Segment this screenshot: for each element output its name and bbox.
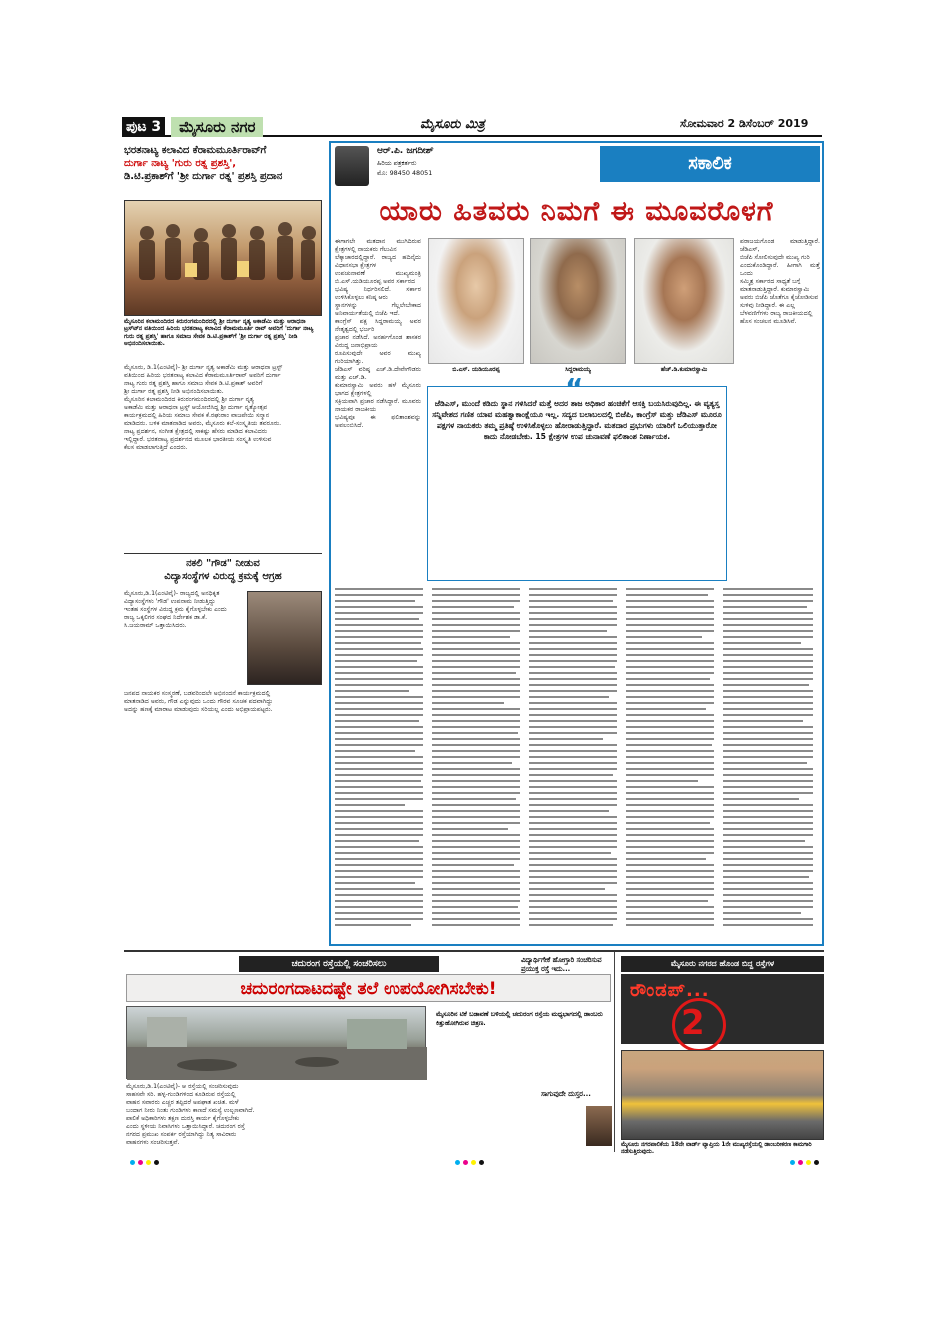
article-line: ನಾಟ್ಯ ಗುರು ರತ್ನ ಪ್ರಶಸ್ತಿ ಹಾಗೂ ಸಮಾಜ ಸೇವಕ ಡಿ.ಟಿ.ಪ್ರಕಾಶ್ ಅವರಿಗೆ (124, 380, 263, 387)
article-line: ಕಾಂಗ್ರೆಸ್ ಪಕ್ಷ ಸಿದ್ದರಾಮಯ್ಯ ಅವರ ನೇತೃತ್ವದಲ್ಲಿ ಭರ್ಜರಿ (335, 318, 421, 333)
article-line: ರಾಜ್ಯ ಒಕ್ಕಲಿಗರ ಸಂಘದ ನಿರ್ದೇಶಕ ಡಾ.ಕೆ. (124, 614, 208, 621)
yeddyurappa-photo (428, 238, 524, 364)
roundup-caption: ಮೈಸೂರು ನಗರಪಾಲಿಕೆಯ 18ನೇ ವಾರ್ಡ್ ವ್ಯಾಪ್ತಿಯ 1ನೇ ಮುಖ್ಯರಸ್ತೆಯಲ್ಲಿ ಡಾಂಬರೀಕರಣ ಕಾಮಗಾರಿ ನಡೆಸುತ್ತಿರುವುದು. (621, 1142, 812, 1155)
article-line: ಸುಳಿವು ನೀಡಿದ್ದಾರೆ. ಈ ಎಲ್ಲ (740, 302, 796, 309)
article-line: ವತಿಯಿಂದ ಹಿರಿಯ ಭರತನಾಟ್ಯ ಕಲಾವಿದ ಕೆರಾಮಮೂರ್ತಿರಾವ್ ಅವರಿಗೆ ದುರ್ಗಾ (124, 372, 281, 379)
yellow-dot (146, 1160, 151, 1165)
article-line: ಮಾಡಿದರು. ಬಳಿಕ ಮಾತನಾಡಿದ ಅವರು, ಮೈಸೂರು ಕಲೆ-ಸಂಸ್ಕೃತಿಯ ತವರೂರು. (124, 420, 282, 427)
article-line: ಜನಪದ ನಾಯಕರ ಸಂಸ್ಮರಣೆ, ಬಡವರಿಂದಲೇ ಅಭಿನಂದನೆ ಕಾರ್ಯಕ್ರಮದಲ್ಲಿ (124, 690, 271, 697)
article-line: ಸಿ.ಜಯರಾಮ್ ಒತ್ತಾಯಿಸಿದರು. (124, 622, 187, 629)
pull-quote-text: ಜೆಡಿಎಸ್, ಮುಂದೆ ಕಡಿದು ಸ್ಥಾನ ಗಳಿಸಿದರೆ ಮತ್ತೆ ಅದರ ತಾಜ ಅಧಿಕಾರ ಹಂಚಿಕೆಗೆ ಆಸಕ್ತಿ ಬಯಸಿರುವುದಿಲ್ಲ. ಈ ವ್ಯತ್ಯಸ್ತ ಸನ್ನಿವೇಶದ ಗಣಿತ ಯಾವ ಮಹತ್ವಾಕಾಂಕ್ಷೆಯೂ ಇಲ್ಲ. ಸದ್ಯದ ಬಲಾಬಲದಲ್ಲಿ ಬಿಜೆಪಿ, ಕಾಂಗ್ರೆಸ್ ಮತ್ತು ಜೆಡಿಎಸ್ ಮೂರೂ ಪಕ್ಷಗಳ ನಾಯಕರು ತಮ್ಮ ಪ್ರತಿಷ್ಠೆ ಉಳಿಸಿಕೊಳ್ಳಲು ಹೋರಾಡುತ್ತಿದ್ದಾರೆ. ಮತದಾರ ಪ್ರಭುಗಳು ಯಾರಿಗೆ ಒಲಿಯುತ್ತಾರೋ ಕಾದು ನೋಡಬೇಕು. 15 ಕ್ಷೇತ್ರಗಳ ಉಪ ಚುನಾವಣೆ ಫಲಿತಾಂಶ ನಿರ್ಣಾಯಕ. (432, 399, 722, 441)
page-number: ಪುಟ 3 (122, 117, 165, 137)
article-line: ಎಂದುಕೊಂಡಿದ್ದಾರೆ. ಹೀಗಾಗಿ ಮತ್ತೆ ಒಂದು (740, 262, 820, 277)
black-dot (154, 1160, 159, 1165)
section-divider (124, 553, 322, 554)
article-line: ಅವರು ಬಿಜೆಪಿ ಜೊತೆಗೂ ಕೈಜೋಡಿಸುವ (740, 294, 819, 301)
article-line: ಕೆಲಸ ಮಾಡಲಾಗುತ್ತಿದೆ ಎಂದರು. (124, 444, 188, 451)
article-line: ವಿದ್ಯಾಸಂಸ್ಥೆಗಳು 'ಗೌಡ' ಉಪನಾಮ ನೀಡುತ್ತಿದ್ದು (124, 598, 216, 605)
article-line: ನಗರದ ಪ್ರಮುಖ ಸಂಪರ್ಕ ರಸ್ತೆಯಾಗಿದ್ದು ನಿತ್ಯ ಸಾವಿರಾರು (126, 1131, 237, 1138)
road-scene (127, 1007, 427, 1080)
article-line: ಭವಿಷ್ಯ ನಿರ್ಧರಿಸಲಿದೆ. ಸರ್ಕಾರ ಉಳಿಸಿಕೊಳ್ಳಲು ಕನಿಷ್ಠ ಆರು (335, 286, 421, 301)
article-line: ಬಿಜೆಪಿ ಸೋಲಿಸುವುದೇ ಮುಖ್ಯ ಗುರಿ (740, 254, 810, 261)
article-line: ನಾಟ್ಯ ಪ್ರದರ್ಶನ, ಸಂಗೀತ ಕ್ಷೇತ್ರದಲ್ಲಿ ಸಾಕಷ್ಟು ಹೆಸರು ಮಾಡಿದ ಕಲಾವಿದರು (124, 428, 268, 435)
kumaraswamy-photo (634, 238, 734, 364)
article-line: ಮೈಸೂರು, ಡಿ.1(ಎಂಟಿವೈ)- ಶ್ರೀ ದುರ್ಗಾ ನೃತ್ಯ ಅಕಾಡೆಮಿ ಮತ್ತು ಆರಾಧನಾ ಟ್ರಸ್ಟ್ (124, 364, 283, 371)
text-columns-texture (335, 586, 817, 940)
article-line: ಸ್ಥಾನಗಳನ್ನು ಗೆಲ್ಲಲೇಬೇಕಾದ ಅನಿವಾರ್ಯತೆಯಲ್ಲಿ ಬಿಜೆಪಿ ಇದೆ. (335, 302, 421, 317)
article-line: ಪಾಲಿಕೆ ಅಧಿಕಾರಿಗಳು ತಕ್ಷಣ ದುರಸ್ತಿ ಕಾರ್ಯ ಕೈಗೊಳ್ಳಬೇಕು (126, 1115, 240, 1122)
color-registration-marks (130, 1160, 159, 1165)
article-line: ವಾಹನ ಸವಾರರು ಎಚ್ಚರ ತಪ್ಪಿದರೆ ಅಪಘಾತ ಖಚಿತ. ಮಳೆ (126, 1099, 239, 1106)
sakalika-headline: ಯಾರು ಹಿತವರು ನಿಮಗೆ ಈ ಮೂವರೊಳಗೆ (379, 196, 774, 227)
cyan-dot (130, 1160, 135, 1165)
cyan-dot (455, 1160, 460, 1165)
student-road-headline: ವಿದ್ಯಾರ್ಥಿಗೇಕೆ ಹೋಗ್ತಾರಿ ಸಂಚರಿಸುವ ಪ್ರಯುಕ್ತ ರಸ್ತೆ ಇದು... (521, 956, 602, 973)
siddaramaiah-photo (530, 238, 626, 364)
author-photo (335, 146, 369, 186)
article-line: ರೂಪಿಸುವುದೇ ಅವರ ಮುಖ್ಯ ಗುರಿಯಾಗಿತ್ತು. (335, 350, 421, 365)
siddaramaiah-caption: ಸಿದ್ದರಾಮಯ್ಯ (565, 366, 591, 373)
author-name: ಆರ್.ಪಿ. ಜಗದೀಶ್ (377, 146, 434, 156)
article-line: ಬಂದಾಗ ನೀರು ನಿಂತು ಗುಂಡಿಗಳು ಕಾಣದೆ ಸಮಸ್ಯೆ ಉಲ್ಬಣವಾಗಿದೆ. (126, 1107, 255, 1114)
paper-name: ಮೈಸೂರು ಮಿತ್ರ (420, 117, 485, 132)
chess-road-headline: ಚದುರಂಗದಾಟದಷ್ಟೇ ತಲೆ ಉಪಯೋಗಿಸಬೇಕು! (126, 974, 611, 1002)
gowda-headline-line1: ನಕಲಿ "ಗೌಡ" ನೀಡುವ (186, 558, 260, 569)
article-line: ಮಾತನಾಡಿದ ಅವರು, ಗೌಡ ಎನ್ನುವುದು ಒಂದು ಗೌರವ ಸೂಚಕ ಪದವಾಗಿದ್ದು (124, 698, 273, 705)
article-line: ಸಾಹಸವೇ ಸರಿ. ಹಳ್ಳ-ಗುಂಡಿಗಳಿಂದ ಕೂಡಿರುವ ರಸ್ತೆಯಲ್ಲಿ (126, 1091, 236, 1098)
roundup-tag: ಮೈಸೂರು ನಗರದ ಹೊಂಡ ಬಿದ್ದ ರಸ್ತೆಗಳ (621, 956, 824, 972)
left-headline (124, 144, 322, 183)
article-line: ಕಾರ್ಯಕ್ರಮದಲ್ಲಿ ಹಿರಿಯ ಸಮಾಜ ಸೇವಕ ಕೆ.ರಘುರಾಂ ವಾಜಪೇಯಿ ಸನ್ಮಾನ (124, 412, 270, 419)
article-line: ಸಕ್ರಿಯವಾಗಿ ಪ್ರಚಾರ ನಡೆಸಿದ್ದಾರೆ. ಮೂವರು ನಾಯಕರ ರಾಜಕೀಯ (335, 398, 421, 413)
article-line: ಉಪಚುನಾವಣೆ ಮುಖ್ಯಮಂತ್ರಿ ಬಿ.ಎಸ್.ಯಡಿಯೂರಪ್ಪ ಅವರ ಸರ್ಕಾರದ (335, 270, 421, 285)
author-role: ಹಿರಿಯ ಪತ್ರಕರ್ತರು (377, 159, 417, 167)
black-dot (814, 1160, 819, 1165)
roundup-number: 2 (681, 1003, 705, 1043)
article-line: ಶ್ರೀ ದುರ್ಗಾ ರತ್ನ ಪ್ರಶಸ್ತಿ ನೀಡಿ ಅಭಿನಂದಿಸಲಾಯಿತು. (124, 388, 224, 395)
article-line: ಇಲ್ಲಿದ್ದಾರೆ. ಭರತನಾಟ್ಯ ಪ್ರದರ್ಶನದ ಮೂಲಕ ಭಾರತೀಯ ಸಂಸ್ಕೃತಿ ಉಳಿಸುವ (124, 436, 272, 443)
award-article-body (124, 364, 322, 538)
page-header (122, 117, 263, 137)
resident-photo (586, 1106, 612, 1146)
gowda-headline-line2: ವಿದ್ಯಾಸಂಸ್ಥೆಗಳ ವಿರುದ್ಧ ಕ್ರಮಕ್ಕೆ ಆಗ್ರಹ (164, 571, 282, 582)
sakalika-side-text (740, 238, 820, 384)
sakalika-tag: ಸಕಾಲಿಕ (600, 146, 820, 182)
article-line: ಅಕಾಡೆಮಿ ಮತ್ತು ಆರಾಧನಾ ಟ್ರಸ್ಟ್ ಆಯೋಜಿಸಿದ್ದ ಶ್ರೀ ದುರ್ಗಾ ನೃತ್ಯೋತ್ಸವ (124, 404, 268, 411)
article-line: ಪರಾಜಯಗೊಂಡ ಮಾಡುತ್ತಿದ್ದಾರೆ. ಜೆಡಿಎಸ್, (740, 238, 820, 253)
damaged-road-photo (126, 1006, 426, 1079)
yellow-dot (806, 1160, 811, 1165)
article-line: ವಾಹನಗಳು ಸಂಚರಿಸುತ್ತವೆ. (126, 1139, 180, 1146)
article-line: ಬೆಳವಣಿಗೆಗಳು ರಾಜ್ಯ ರಾಜಕೀಯದಲ್ಲಿ (740, 310, 813, 317)
award-photo-caption: ಮೈಸೂರಿನ ಕಲಾಮಂದಿರದ ಕಿರುರಂಗಮಂದಿರದಲ್ಲಿ ಶ್ರೀ ದುರ್ಗಾ ನೃತ್ಯ ಅಕಾಡೆಮಿ ಮತ್ತು ಆರಾಧನಾ ಟ್ರಸ್ಟ್‍ನ ವತಿಯಿಂದ ಹಿರಿಯ ಭರತನಾಟ್ಯ ಕಲಾವಿದ ಕೆರಾಮಮೂರ್ತಿ ರಾವ್ ಅವರಿಗೆ 'ದುರ್ಗಾ ನಾಟ್ಯ ಗುರು ರತ್ನ ಪ್ರಶಸ್ತಿ' ಹಾಗೂ ಸಮಾಜ ಸೇವಕ ಡಿ.ಟಿ.ಪ್ರಕಾಶ್‍ಗೆ 'ಶ್ರೀ ದುರ್ಗಾ ರತ್ನ ಪ್ರಶಸ್ತಿ' ನೀಡಿ ಅಭಿನಂದಿಸಲಾಯಿತು. (124, 318, 314, 348)
yellow-dot (471, 1160, 476, 1165)
page-section-title: ಮೈಸೂರು ನಗರ (171, 117, 263, 137)
article-line: ಮಾತನಾಡುತ್ತಿದ್ದಾರೆ. ಕುಮಾರಸ್ವಾಮಿ (740, 286, 810, 293)
award-ceremony-photo (124, 200, 322, 316)
quote-mark-icon: “ (565, 372, 584, 405)
yeddyurappa-caption: ಬಿ.ಎಸ್. ಯಡಿಯೂರಪ್ಪ (452, 366, 500, 373)
roundup-title: ರೌಂಡಪ್... (630, 980, 710, 1001)
road-photo-callout: ಮೈಸೂರಿನ ಟಿಕೆ ಬಡಾವಣೆ ಬಳಿಯಲ್ಲಿ ಚದುರಂಗ ರಸ್ತೆಯ ಮಧ್ಯಭಾಗದಲ್ಲಿ ಡಾಂಬರು ಕಿತ್ತುಹೋಗಿರುವ ಚಿತ್ರಣ. (436, 1010, 603, 1027)
color-registration-marks (790, 1160, 819, 1165)
chess-road-tag: ಚದುರಂಗ ರಸ್ತೆಯಲ್ಲಿ ಸಂಚರಿಸಲು (239, 956, 439, 972)
article-line: ಹೊಸ ಸಂಚಲನ ಮೂಡಿಸಿವೆ. (740, 318, 797, 325)
article-line: ಪ್ರಚಾರ ನಡೆಸಿದೆ. ಅನರ್ಹಗೊಂಡ ಶಾಸಕರ ವಿರುದ್ಧ ಜನಾಭಿಪ್ರಾಯ (335, 334, 421, 349)
article-line: ಕುಮಾರಸ್ವಾಮಿ ಅವರು ಹಳೆ ಮೈಸೂರು ಭಾಗದ ಕ್ಷೇತ್ರಗಳಲ್ಲಿ (335, 382, 421, 397)
difficult-travel-subhead: ಸಾಗುವುದೇ ದುಸ್ತರ... (541, 1090, 591, 1098)
left-headline-line3: ಡಿ.ಟಿ.ಪ್ರಕಾಶ್‍ಗೆ 'ಶ್ರೀ ದುರ್ಗಾ ರತ್ನ' ಪ್ರಶಸ್ತಿ ಪ್ರದಾನ (124, 171, 283, 182)
black-dot (479, 1160, 484, 1165)
sakalika-intro-text (335, 238, 421, 429)
issue-date: ಸೋಮವಾರ 2 ಡಿಸೆಂಬರ್ 2019 (680, 117, 809, 130)
gowda-headline (124, 557, 322, 583)
gowda-article-body (124, 690, 322, 942)
article-line: ಲೆಕ್ಕಾಚಾರದಲ್ಲಿದ್ದಾರೆ. ರಾಜ್ಯದ ಹದಿನೈದು ವಿಧಾನಸಭಾ ಕ್ಷೇತ್ರಗಳ (335, 254, 421, 269)
left-headline-line1: ಭರತನಾಟ್ಯ ಕಲಾವಿದ ಕೆರಾಮಮೂರ್ತಿರಾವ್‍ಗೆ (124, 145, 267, 156)
gowda-event-photo (247, 591, 322, 685)
cyan-dot (790, 1160, 795, 1165)
color-registration-marks (455, 1160, 484, 1165)
magenta-dot (798, 1160, 803, 1165)
left-headline-line2: ದುರ್ಗಾ ನಾಟ್ಯ 'ಗುರು ರತ್ನ ಪ್ರಶಸ್ತಿ', (124, 158, 237, 169)
article-line: ಮೈಸೂರು,ಡಿ.1(ಎಂಟಿವೈ)- ಆ ರಸ್ತೆಯಲ್ಲಿ ಸಂಚರಿಸುವುದು (126, 1083, 239, 1090)
author-phone: ಮೊ: 98450 48051 (377, 169, 433, 177)
gowda-article-intro (124, 590, 242, 686)
award-photo-figures (125, 201, 323, 317)
magenta-dot (463, 1160, 468, 1165)
article-line: ಭವಿಷ್ಯವೂ ಈ ಫಲಿತಾಂಶವನ್ನು ಅವಲಂಬಿಸಿದೆ. (335, 414, 421, 429)
article-line: ಎಂದು ಸ್ಥಳೀಯ ನಿವಾಸಿಗಳು ಒತ್ತಾಯಿಸಿದ್ದಾರೆ. ಚದುರಂಗ ರಸ್ತೆ (126, 1123, 245, 1130)
article-line: ಈಗಾಗಲೇ ಮತದಾನ ಮುಗಿದಿರುವ ಕ್ಷೇತ್ರಗಳಲ್ಲಿ ನಾಯಕರು ಗೆಲುವಿನ (335, 238, 421, 253)
kumaraswamy-caption: ಹೆಚ್.ಡಿ.ಕುಮಾರಸ್ವಾಮಿ (660, 366, 708, 373)
article-line: ಮೈಸೂರು,ಡಿ.1(ಎಂಟಿವೈ)- ರಾಜ್ಯದಲ್ಲಿ ಅನಧಿಕೃತ (124, 590, 220, 597)
article-line: ಮೈಸೂರಿನ ಕಲಾಮಂದಿರದ ಕಿರುರಂಗಮಂದಿರದಲ್ಲಿ ಶ್ರೀ ದುರ್ಗಾ ನೃತ್ಯ (124, 396, 254, 403)
article-line: ಅದನ್ನು ಹಣಕ್ಕೆ ಮಾರಾಟ ಮಾಡುವುದು ಸರಿಯಲ್ಲ ಎಂದು ಅಭಿಪ್ರಾಯಪಟ್ಟರು. (124, 706, 273, 713)
column-rule (614, 952, 615, 1152)
article-line: ಇಂತಹ ಸಂಸ್ಥೆಗಳ ವಿರುದ್ಧ ಕ್ರಮ ಕೈಗೊಳ್ಳಬೇಕು ಎಂದು (124, 606, 227, 613)
asphalting-site-photo (621, 1050, 824, 1140)
article-line: ಜೆಡಿಎಸ್ ವರಿಷ್ಠ ಎಚ್.ಡಿ.ದೇವೇಗೌಡರು ಮತ್ತು ಎಚ್.ಡಿ. (335, 366, 421, 381)
bottom-section-rule (124, 950, 824, 952)
sakalika-lower-columns (335, 586, 817, 940)
magenta-dot (138, 1160, 143, 1165)
article-line: ಸಮ್ಮಿಶ್ರ ಸರ್ಕಾರದ ಸಾಧ್ಯತೆ ಬಗ್ಗೆ (740, 278, 801, 285)
